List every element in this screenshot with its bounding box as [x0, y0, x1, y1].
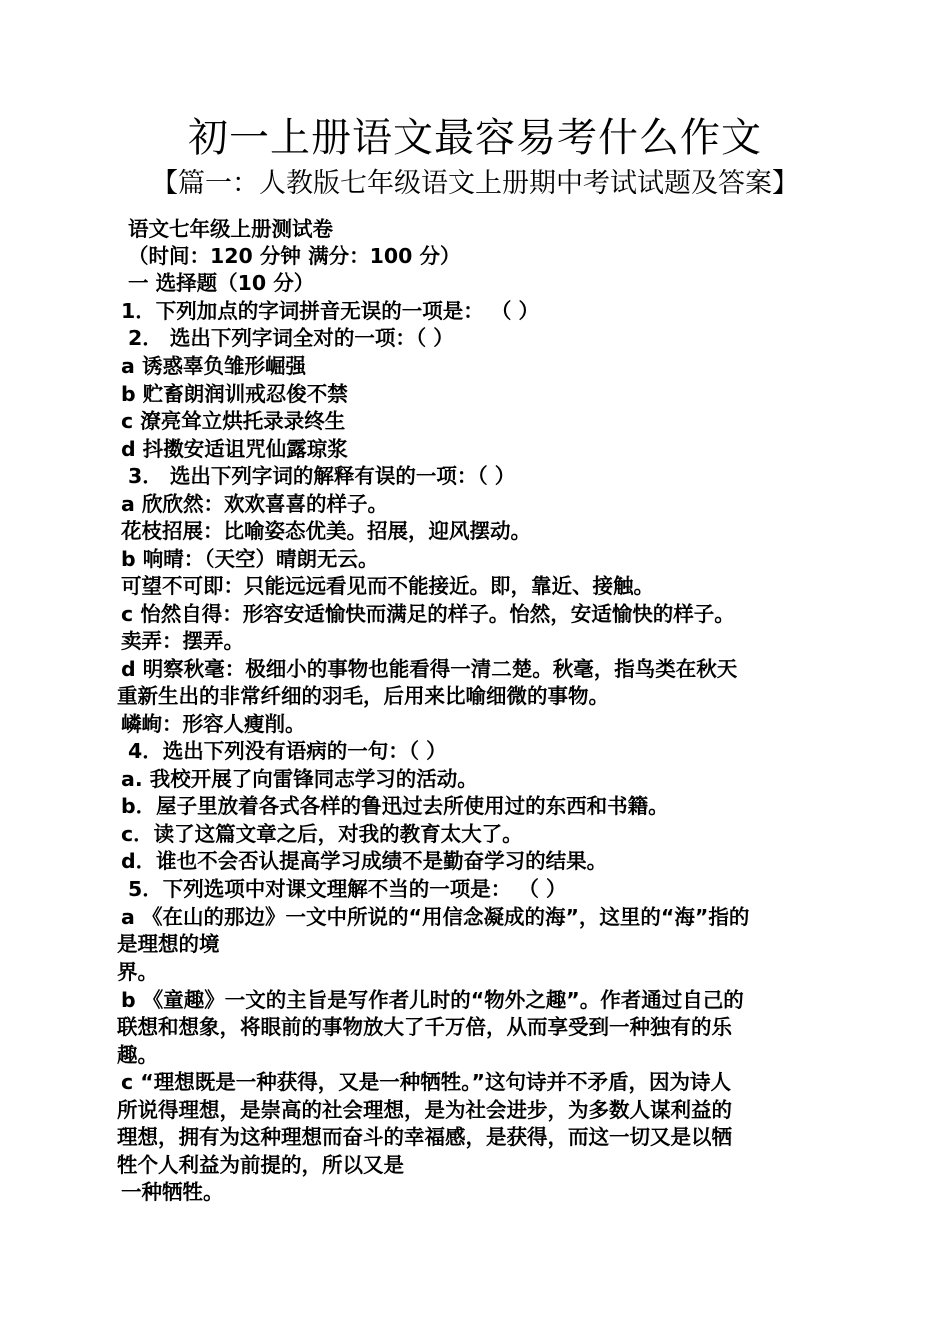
- option-line: b 响晴：（天空）晴朗无云。: [121, 547, 379, 571]
- option-line: 卖弄：摆弄。: [121, 629, 244, 653]
- option-line: d 明察秋毫：极细小的事物也能看得一清二楚。秋毫，指鸟类在秋天: [121, 657, 738, 681]
- option-line: a 诱惑辜负雏形崛强: [121, 354, 306, 378]
- option-line: 牲个人利益为前提的，所以又是: [117, 1153, 404, 1177]
- exam-title: 语文七年级上册测试卷: [128, 217, 333, 241]
- section-heading: 一 选择题（10 分）: [128, 271, 315, 295]
- option-line: 是理想的境: [117, 932, 220, 956]
- option-line: b 贮畜朗润训戒忍俊不禁: [121, 382, 348, 406]
- option-line: 联想和想象，将眼前的事物放大了千万倍，从而享受到一种独有的乐: [117, 1015, 732, 1039]
- option-line: a 欣欣然：欢欢喜喜的样子。: [121, 492, 388, 516]
- option-line: d 抖擞安适诅咒仙露琼浆: [121, 437, 348, 461]
- question-line: 2． 选出下列字词全对的一项：（ ）: [128, 326, 454, 350]
- option-line: c 怡然自得：形容安适愉快而满足的样子。怡然，安适愉快的样子。: [121, 602, 735, 626]
- question-line: 5．下列选项中对课文理解不当的一项是： （ ）: [128, 877, 567, 901]
- option-line: 可望不可即：只能远远看见而不能接近。即，靠近、接触。: [121, 574, 654, 598]
- option-line: c 潦亮耸立烘托录录终生: [121, 409, 346, 433]
- document-title: 初一上册语文最容易考什么作文: [188, 115, 762, 161]
- option-line: 理想，拥有为这种理想而奋斗的幸福感，是获得，而这一切又是以牺: [117, 1125, 732, 1149]
- option-line: a. 我校开展了向雷锋同志学习的活动。: [121, 767, 478, 791]
- option-line: 所说得理想，是崇高的社会理想，是为社会进步，为多数人谋利益的: [117, 1098, 732, 1122]
- option-line: 界。: [117, 960, 158, 984]
- exam-time-score: （时间：120 分钟 满分：100 分）: [128, 244, 461, 268]
- option-line: 一种牺牲。: [121, 1180, 224, 1204]
- option-line: 趣。: [117, 1043, 158, 1067]
- option-line: a 《在山的那边》一文中所说的“用信念凝成的海”，这里的“海”指的: [121, 905, 750, 929]
- option-line: b 《童趣》一文的主旨是写作者儿时的“物外之趣”。作者通过自己的: [121, 988, 744, 1012]
- option-line: b．屋子里放着各式各样的鲁迅过去所使用过的东西和书籍。: [121, 794, 669, 818]
- question-line: 4．选出下列没有语病的一句：（ ）: [128, 739, 447, 763]
- document-subtitle: 【篇一：人教版七年级语文上册期中考试试题及答案】: [151, 168, 799, 199]
- question-line: 3． 选出下列字词的解释有误的一项：（ ）: [128, 464, 516, 488]
- option-line: d．谁也不会否认提高学习成绩不是勤奋学习的结果。: [121, 849, 608, 873]
- option-line: 重新生出的非常纤细的羽毛，后用来比喻细微的事物。: [117, 684, 609, 708]
- option-line: c “理想既是一种获得，又是一种牺牲。”这句诗并不矛盾，因为诗人: [121, 1070, 731, 1094]
- question-line: 1．下列加点的字词拼音无误的一项是： （ ）: [121, 299, 540, 323]
- option-line: 嶙峋：形容人瘦削。: [121, 712, 306, 736]
- option-line: c．读了这篇文章之后，对我的教育太大了。: [121, 822, 523, 846]
- option-line: 花枝招展：比喻姿态优美。招展，迎风摆动。: [121, 519, 531, 543]
